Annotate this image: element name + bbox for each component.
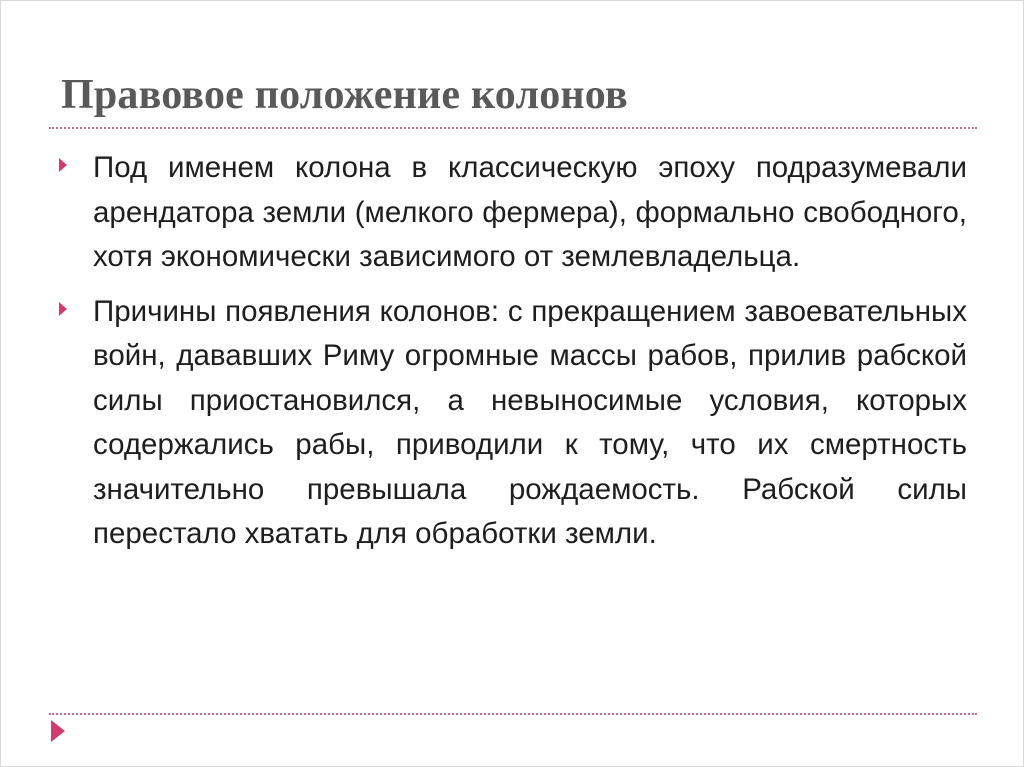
title-divider xyxy=(49,127,977,129)
bullet-text: Причины появления колонов: с прекращением завоевательных войн, дававших Риму огромные массы рабов, прилив рабской силы приостановился, а невыносимые условия, которых содержались рабы, приводили к тому, что их смертность значительно превышала рождаемость. Рабской силы перестало хватать для обработки земли. xyxy=(93,294,967,550)
list-item xyxy=(57,290,967,557)
bullet-list xyxy=(57,146,967,567)
slide-title: Правовое положение колонов xyxy=(61,72,628,118)
footer-divider xyxy=(49,713,977,715)
triangle-bullet-icon xyxy=(59,302,67,316)
triangle-bullet-icon xyxy=(59,158,67,172)
list-item xyxy=(57,146,967,280)
corner-triangle-icon xyxy=(51,720,65,742)
bullet-text: Под именем колона в классическую эпоху подразумевали арендатора земли (мелкого фермера), формально свободного, хотя экономически зависимого от землевладельца. xyxy=(93,151,967,273)
